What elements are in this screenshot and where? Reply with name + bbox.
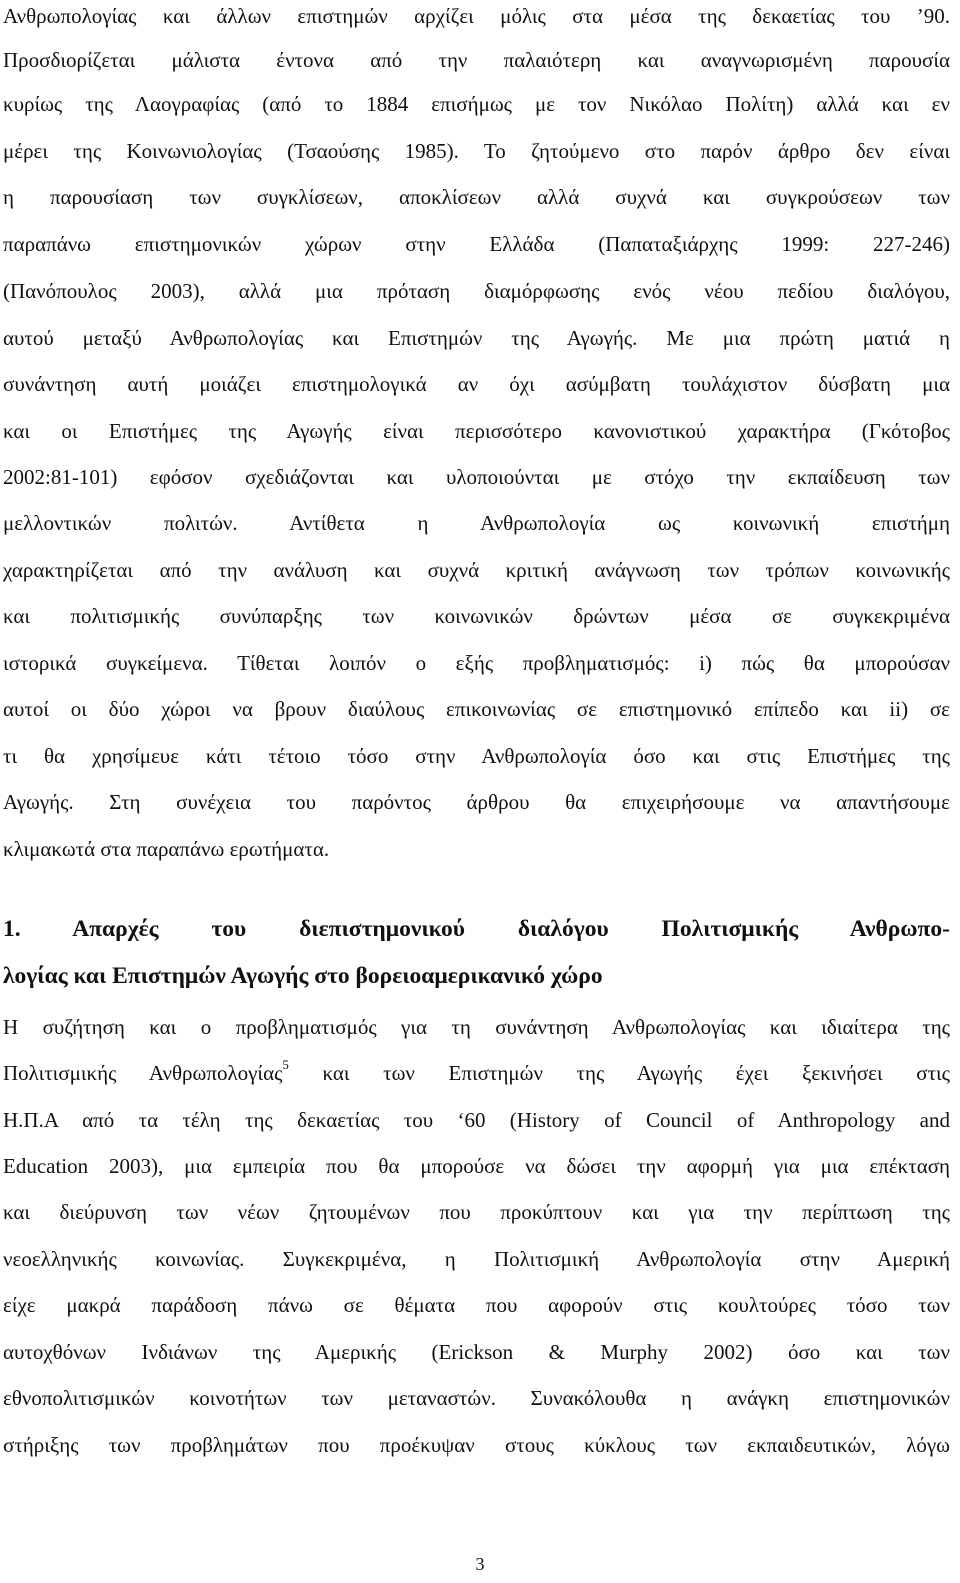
body-text-line: παραπάνω επιστημονικών χώρων στην Ελλάδα (Παπαταξιάρχης 1999: 227-246) <box>3 232 950 256</box>
body-text-fragment: Πολιτισμικής Ανθρωπολογίας <box>3 1061 283 1085</box>
body-text-line: μελλοντικών πολιτών. Αντίθετα η Ανθρωπολογία ως κοινωνική επιστήμη <box>3 511 950 535</box>
body-text-line: εθνοπολιτισμικών κοινοτήτων των μεταναστών. Συνακόλουθα η ανάγκη επιστημονικών <box>3 1386 950 1410</box>
body-text-line: Η συζήτηση και ο προβληματισμός για τη συνάντηση Ανθρωπολογίας και ιδιαίτερα της <box>3 1015 950 1039</box>
body-text-line: (Πανόπουλος 2003), αλλά μια πρόταση διαμόρφωσης ενός νέου πεδίου διαλόγου, <box>3 279 950 303</box>
body-text-line: νεοελληνικής κοινωνίας. Συγκεκριμένα, η Πολιτισμική Ανθρωπολογία στην Αμερική <box>3 1247 950 1271</box>
body-text-line: και διεύρυνση των νέων ζητουμένων που προκύπτουν και για την περίπτωση της <box>3 1200 950 1224</box>
body-text-line: Αγωγής. Στη συνέχεια του παρόντος άρθρου θα επιχειρήσουμε να απαντήσουμε <box>3 790 950 814</box>
body-text-line: ιστορικά συγκείμενα. Τίθεται λοιπόν ο εξής προβληματισμός: i) πώς θα μπορούσαν <box>3 651 950 675</box>
body-text-line: 2002:81-101) εφόσον σχεδιάζονται και υλοποιούνται με στόχο την εκπαίδευση των <box>3 465 950 489</box>
body-text-line: συνάντηση αυτή μοιάζει επιστημολογικά αν όχι ασύμβατη τουλάχιστον δύσβατη μια <box>3 372 950 396</box>
page-number: 3 <box>475 1554 485 1574</box>
body-text-fragment: και των Επιστημών της Αγωγής έχει ξεκινήσει στις <box>288 1061 950 1085</box>
body-text-line: Education 2003), μια εμπειρία που θα μπορούσε να δώσει την αφορμή για μια επέκταση <box>3 1154 950 1178</box>
body-text-line: η παρουσίαση των συγκλίσεων, αποκλίσεων αλλά συχνά και συγκρούσεων των <box>3 185 950 209</box>
body-text-line: μέρει της Κοινωνιολογίας (Τσαούσης 1985). Το ζητούμενο στο παρόν άρθρο δεν είναι <box>3 139 950 163</box>
body-text-line: Ανθρωπολογίας και άλλων επιστημών αρχίζει μόλις στα μέσα της δεκαετίας του ’90. <box>3 4 950 28</box>
body-text-line-with-footnote <box>3 1057 950 1085</box>
section-heading-line: λογίας και Επιστημών Αγωγής στο βορειοαμερικανικό χώρο <box>3 963 603 989</box>
body-text-line: είχε μακρά παράδοση πάνω σε θέματα που αφορούν στις κουλτούρες τόσο των <box>3 1293 950 1317</box>
body-text-line: τι θα χρησίμευε κάτι τέτοιο τόσο στην Ανθρωπολογία όσο και στις Επιστήμες της <box>3 744 950 768</box>
footnote-reference[interactable]: 5 <box>282 1057 289 1072</box>
body-text-line: αυτοί οι δύο χώροι να βρουν διαύλους επικοινωνίας σε επιστημονικό επίπεδο και ii) σε <box>3 697 950 721</box>
body-text-line: Προσδιορίζεται μάλιστα έντονα από την παλαιότερη και αναγνωρισμένη παρουσία <box>3 48 950 72</box>
body-text-line: Η.Π.Α από τα τέλη της δεκαετίας του ‘60 (History of Council of Anthropology and <box>3 1108 950 1132</box>
section-heading-line: 1. Απαρχές του διεπιστημονικού διαλόγου Πολιτισμικής Ανθρωπο- <box>3 916 950 942</box>
body-text-line: αυτού μεταξύ Ανθρωπολογίας και Επιστημών της Αγωγής. Με μια πρώτη ματιά η <box>3 326 950 350</box>
body-text-line: αυτοχθόνων Ινδιάνων της Αμερικής (Erickson & Murphy 2002) όσο και των <box>3 1340 950 1364</box>
body-text-line: κλιμακωτά στα παραπάνω ερωτήματα. <box>3 837 330 861</box>
body-text-line: κυρίως της Λαογραφίας (από το 1884 επισήμως με τον Νικόλαο Πολίτη) αλλά και εν <box>3 92 950 116</box>
body-text-line: στήριξης των προβλημάτων που προέκυψαν στους κύκλους των εκπαιδευτικών, λόγω <box>3 1433 950 1457</box>
body-text-line: χαρακτηρίζεται από την ανάλυση και συχνά κριτική ανάγνωση των τρόπων κοινωνικής <box>3 558 950 582</box>
body-text-line: και πολιτισμικής συνύπαρξης των κοινωνικών δρώντων μέσα σε συγκεκριμένα <box>3 604 950 628</box>
body-text-line: και οι Επιστήμες της Αγωγής είναι περισσότερο κανονιστικού χαρακτήρα (Γκότοβος <box>3 419 950 443</box>
